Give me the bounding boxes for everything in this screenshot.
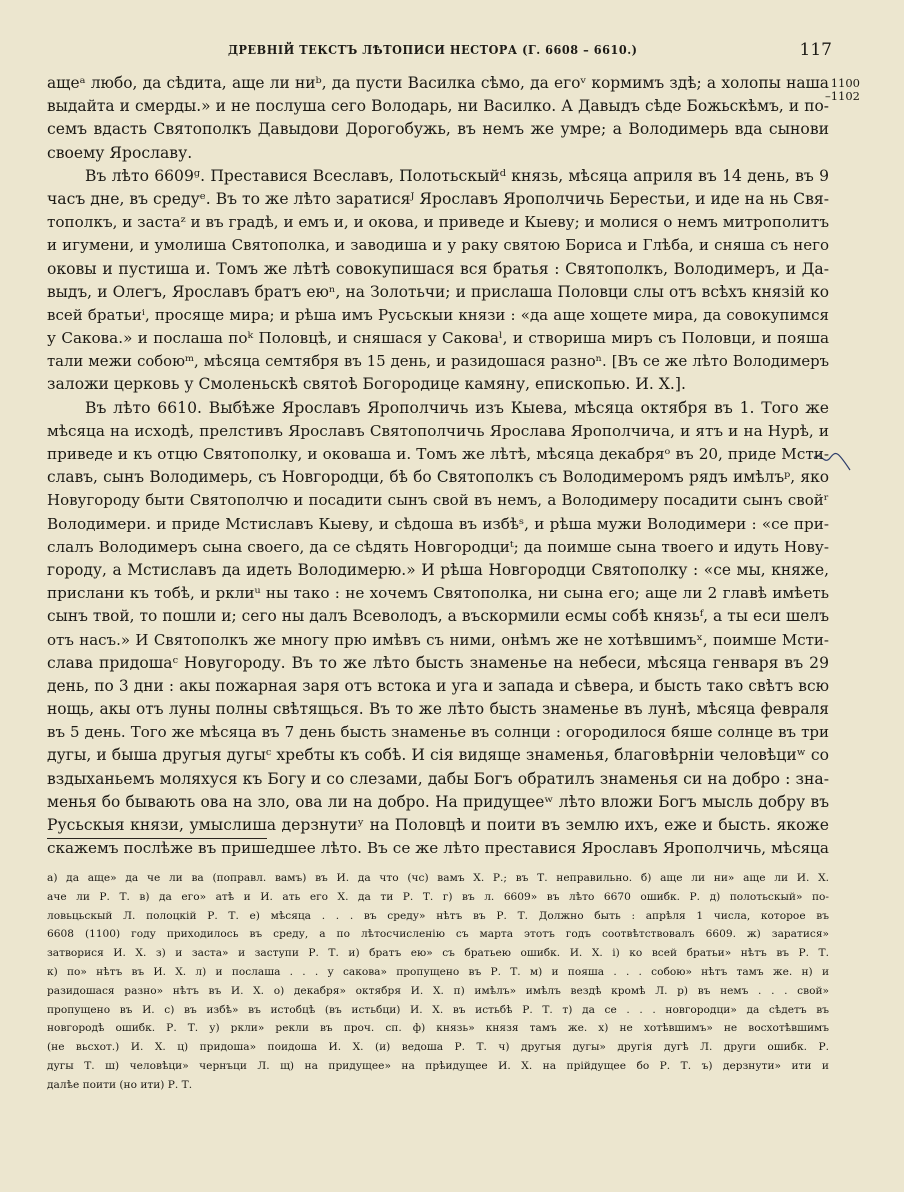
text-line: Володимери. и приде Мстиславъ Кыеву, и сѣдоша въ избѣˢ, и рѣша мужи Володимери : «се при- — [47, 514, 829, 533]
footnote-line: а) да аще» да че ли ва (поправл. вамъ) въ И. да что (чс) вамъ Х. Р.; въ Т. неправильно. б) аще ли ни» аще ли И. Х. — [47, 872, 829, 884]
footnote-line: далѣе поити (но ити) Р. Т. — [47, 1078, 193, 1091]
footnote-line: 6608 (1100) году приходилось въ среду, а по лѣтосчисленію съ марта этотъ годъ соотвѣтствовалъ 6609. ж) заратися» — [47, 928, 829, 941]
footnote-line: затворися И. Х. з) и заста» и заступи Р. Т. и) братъ ею» съ братьею ошибк. И. Х. і) ко всей братьи» нѣтъ въ Р. Т. — [47, 947, 829, 960]
text-line: скажемъ послѣже въ пришедшее лѣто. Въ се же лѣто преставися Ярославъ Ярополчичь, мѣсяца — [47, 839, 829, 858]
text-line: менья бо бывають ова на зло, ова ли на добро. На придущееʷ лѣто вложи Богъ мысль добру въ — [47, 792, 829, 811]
text-line: вздыханьемъ моляхуся къ Богу и со слезами, дабы Богъ обратилъ знаменья си на добро : зна- — [47, 769, 829, 788]
page-number: 117 — [799, 40, 832, 60]
text-line: сынъ твой, то пошли и; сего ны далъ Всеволодъ, а въскормили есмы собѣ князьᶠ, а ты еси шелъ — [47, 607, 829, 626]
footnote-line: ловьцьскый Л. полоцкій Р. Т. е) мѣсяца . . . въ среду» нѣтъ въ Р. Т. Должно быть : апрѣля 1 числа, которое въ — [47, 909, 829, 922]
text-line: выдъ, и Олегъ, Ярославъ братъ еюⁿ, на Золотьчи; и прислаша Половци слы отъ всѣхъ князій ко — [47, 282, 829, 301]
text-line: семъ вдасть Святополкъ Давыдови Дорогобужь, въ немъ же умре; а Володимерь вда сынови — [47, 120, 829, 139]
footnotes — [47, 869, 829, 1095]
text-line: день, по 3 дни : акы пожарная заря отъ встока и уга и запада и сѣвера, и бысть тако свѣтъ всю — [47, 676, 829, 695]
text-line: и игумени, и умолиша Святополка, и заводиша и у раку святою Бориса и Глѣба, и сняша съ него — [47, 236, 829, 255]
text-line: въ 5 день. Того же мѣсяца въ 7 день бысть знаменье въ солнци : огородилося бяше солнце въ три — [47, 723, 829, 742]
footnote-line: аче ли Р. Т. в) да его» атѣ и И. ать его Х. да ти Р. Т. г) въ л. 6609» въ лѣто 6670 ошибк. Р. д) полотьскый» по- — [47, 890, 829, 903]
footnote-divider — [47, 838, 267, 839]
margin-year-note — [825, 77, 860, 103]
footnote-line: пропущено въ И. с) въ избѣ» въ истобцѣ (въ истьбци) И. Х. въ истьбѣ Р. Т. т) да се . . . новгородци» да сѣдетъ въ — [47, 1003, 829, 1016]
text-line: городу, а Мстиславъ да идеть Володимерю.» И рѣша Новгородци Святополку : «се мы, княже, — [47, 560, 829, 579]
text-line: славъ, сынъ Володимерь, съ Новгородци, бѣ бо Святополкъ съ Володимеромъ рядъ имѣлъᵖ, яко — [47, 468, 829, 487]
text-line: выдайта и смерды.» и не послуша сего Володарь, ни Василко. А Давыдъ сѣде Божьскѣмъ, и по- — [47, 97, 829, 116]
page-header — [50, 40, 830, 64]
text-line: слалъ Володимеръ сына своего, да се сѣдять Новгородциᵗ; да поимше сына твоего и идуть Нову- — [47, 537, 829, 556]
text-line: дугы, и быша другыя дугыᶜ хребты къ собѣ. И сія видяще знаменья, благовѣрніи человѣциʷ со — [47, 746, 829, 765]
footnote-line: к) по» нѣтъ въ И. Х. л) и послаша . . . у сакова» пропущено въ Р. Т. м) и пояша . . . собою» нѣтъ тамъ же. н) и — [47, 965, 829, 978]
margin-year-start: 1100 — [830, 76, 860, 90]
footnote-line: разидошася разно» нѣтъ въ И. Х. о) декабря» октября И. Х. п) имѣлъ» имѣлъ вездѣ кромѣ Л. р) въ немъ . . . свой» — [47, 984, 829, 997]
text-line: тополкъ, и застаᶻ и въ градѣ, и емъ и, и окова, и приведе и Кыеву; и молися о немъ митрополитъ — [47, 213, 829, 232]
text-line: тали межи собоюᵐ, мѣсяца семтября въ 15 день, и разидошася разноⁿ. [Въ се же лѣто Володимеръ — [47, 353, 829, 371]
text-line: заложи церковь у Смоленьскѣ святоѣ Богородице камяну, епископью. И. Х.]. — [47, 375, 686, 394]
text-line: всей братьиⁱ, просяще мира; и рѣша имъ Русьскыи князи : «да аще хощете мира, да совокупимся — [47, 305, 829, 324]
text-line: мѣсяца на исходѣ, прелстивъ Ярославъ Святополчичь Ярослава Ярополчича, и ятъ и на Нурѣ, и — [47, 421, 829, 440]
text-line: ащеᵃ любо, да сѣдита, аще ли ниᵇ, да пусти Василка сѣмо, да егоᵛ кормимъ здѣ; а холопы наша — [47, 74, 829, 92]
text-line: слава придошаᶜ Новугороду. Въ то же лѣто бысть знаменье на небеси, мѣсяца генваря въ 29 — [47, 653, 829, 672]
text-line: Новугороду быти Святополчю и посадити сынъ свой въ немъ, а Володимеру посадити сынъ свойʳ — [47, 491, 829, 510]
text-line: у Сакова.» и послаша поᵏ Половцѣ, и сняшася у Саковаˡ, и створиша миръ съ Половци, и пояша — [47, 329, 829, 348]
footnote-line: (не вьсхот.) И. Х. ц) придоша» поидоша И. Х. (и) ведоша Р. Т. ч) другыя дугы» другія дугѣ Л. други ошибк. Р. — [47, 1041, 829, 1054]
footnote-line: дугы Т. ш) человѣци» чернъци Л. щ) на придущее» на прѣидущее И. Х. на прійдущее бо Р. Т. ъ) дерзнути» ити и — [47, 1059, 829, 1072]
text-line: отъ насъ.» И Святополкъ же многу прю имѣвъ съ ними, онѣмъ же не хотѣвшимъˣ, поимше Мсти- — [47, 630, 829, 649]
text-line: Въ лѣто 6610. Выбѣже Ярославъ Ярополчичь изъ Кыева, мѣсяца октября въ 1. Того же — [85, 398, 829, 417]
text-line: нощь, акы отъ луны полны свѣтящься. Въ то же лѣто бысть знаменье въ лунѣ, мѣсяца февраля — [47, 700, 829, 719]
text-line: прислани къ тобѣ, и рклиᵘ ны тако : не хочемъ Святополка, ни сына его; аще ли 2 главѣ имѣеть — [47, 584, 829, 603]
running-title: ДРЕВНІЙ ТЕКСТЪ ЛѢТОПИСИ НЕСТОРА (Г. 6608 – 6610.) — [228, 42, 638, 57]
text-line: своему Ярославу. — [47, 143, 193, 162]
text-line: Въ лѣто 6609ᵍ. Преставися Всеславъ, Полотьскыйᵈ князь, мѣсяца априля въ 14 день, въ 9 — [85, 166, 829, 185]
footnote-line: новгородѣ ошибк. Р. Т. у) ркли» рекли въ проч. сп. ф) князь» князя тамъ же. х) не хотѣвшимъ» не восхотѣвшимъ — [47, 1022, 829, 1035]
text-line: оковы и пустиша и. Томъ же лѣтѣ совокупишася вся братья : Святополкъ, Володимеръ, и Да- — [47, 259, 829, 278]
margin-year-end: –1102 — [824, 89, 860, 103]
text-line: часъ дне, въ средуᵉ. Въ то же лѣто заратисяᴶ Ярославъ Ярополчичь Берестьи, и иде на нь Свя- — [47, 189, 829, 208]
text-line: приведе и къ отцю Святополку, и оковаша и. Томъ же лѣтѣ, мѣсяца декабряᵒ въ 20, приде Мсти- — [47, 445, 829, 463]
main-text — [47, 72, 829, 860]
text-line: Русьскыя князи, умыслиша дерзнутиʸ на Половцѣ и поити въ землю ихъ, еже и бысть. якоже — [47, 816, 829, 834]
